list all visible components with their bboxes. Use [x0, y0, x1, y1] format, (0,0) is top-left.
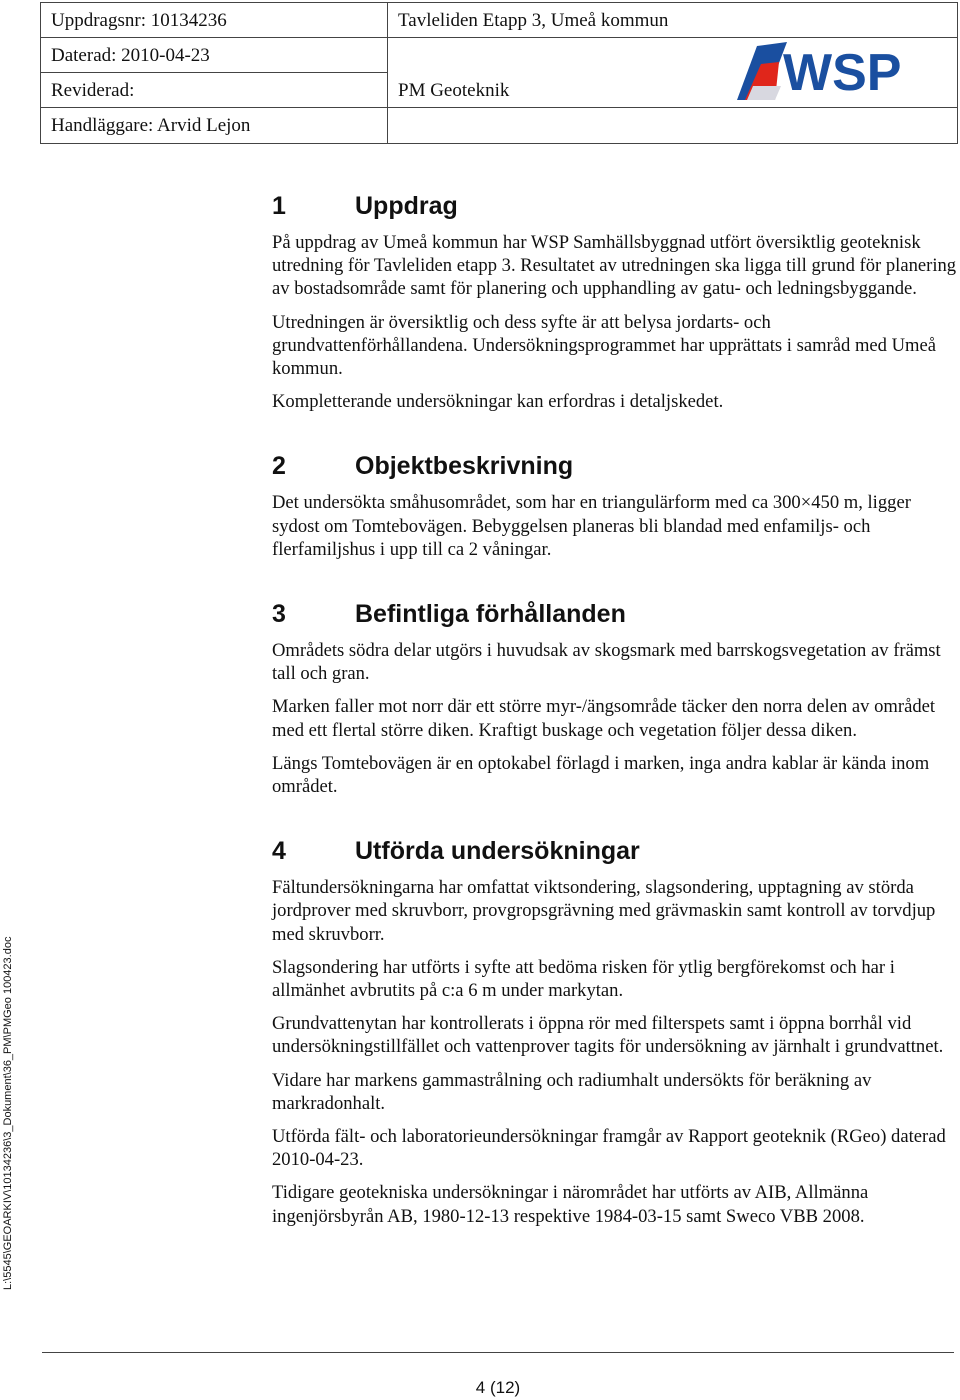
- document-body: [272, 186, 958, 1261]
- section-title: Uppdrag: [355, 192, 458, 220]
- section-number: 2: [272, 452, 286, 481]
- wsp-logo: [735, 38, 920, 104]
- logo-wordmark: WSP: [783, 44, 902, 102]
- section-heading: [272, 594, 958, 634]
- section-number: 1: [272, 192, 286, 220]
- paragraph: Fältundersökningarna har omfattat viktsondering, slagsondering, upptagning av störda jordprover med skruvborr, provgropsgrävning med grävmaskin samt kontroll av torvdjup med skruvborr.: [272, 877, 936, 945]
- paragraph: Tidigare geotekniska undersökningar i närområdet har utförts av AIB, Allmänna ingenjörsbyrån AB, 1980-12-13 respektive 1984-03-15 samt Sweco VBB 2008.: [272, 1182, 869, 1227]
- section-number: 3: [272, 600, 286, 629]
- paragraph: Kompletterande undersökningar kan erfordras i detaljskedet.: [272, 391, 724, 413]
- section-heading: [272, 446, 958, 486]
- paragraph: Längs Tomtebovägen är en optokabel förlagd i marken, inga andra kablar är kända inom området.: [272, 752, 930, 798]
- page-number: 4 (12): [475, 1378, 521, 1397]
- section-number: 4: [272, 837, 286, 866]
- section-title: Utförda undersökningar: [355, 837, 640, 866]
- paragraph: Grundvattenytan har kontrollerats i öppna rör med filterspets samt i öppna borrhål vid undersökningstillfället och vattenprover tagits för undersökning av järnhalt i grundvattnet.: [272, 1013, 944, 1058]
- section-heading: [272, 831, 958, 871]
- paragraph: Marken faller mot norr där ett större myr-/ängsområde täcker den norra delen av området med ett flertal större diken. Kraftigt buskage och vegetation följer dessa diken.: [272, 696, 936, 741]
- paragraph: Utredningen är översiktlig och dess syfte är att belysa jordarts- och grundvattenförhållandena. Undersökningsprogrammet har upprättats i samråd med Umeå kommun.: [272, 311, 937, 380]
- project-title: Tavleliden Etapp 3, Umeå kommun: [398, 10, 669, 31]
- date-field: Daterad: 2010-04-23: [51, 45, 210, 66]
- assignment-number: Uppdragsnr: 10134236: [51, 10, 227, 31]
- paragraph: Vidare har markens gammastrålning och radiumhalt undersökts för beräkning av markradonhalt.: [272, 1069, 872, 1114]
- paragraph: Slagsondering har utförts i syfte att bedöma risken för ytlig bergförekomst och har i allmänhet avbrutits på c:a 6 m under markytan.: [272, 956, 895, 1002]
- file-path-label: L:\5545\GEOARKIV\10134236\3_Dokument\36_PM\PMGeo 100423.doc: [2, 936, 14, 1290]
- handler-field: Handläggare: Arvid Lejon: [51, 115, 251, 136]
- section-befintliga-forhallanden: [272, 594, 958, 798]
- section-objektbeskrivning: [272, 446, 958, 561]
- document-type: PM Geoteknik: [398, 80, 510, 101]
- paragraph: Utförda fält- och laboratorieundersökningar framgår av Rapport geoteknik (RGeo) daterad 2010-04-23.: [272, 1126, 946, 1171]
- section-title: Befintliga förhållanden: [355, 600, 626, 629]
- section-heading: [272, 186, 958, 226]
- revised-field: Reviderad:: [51, 80, 135, 101]
- footer-rule: [42, 1352, 954, 1353]
- paragraph: Områdets södra delar utgörs i huvudsak av skogsmark med barrskogsvegetation av främst tall och gran.: [272, 640, 941, 685]
- section-utforda-undersokningar: [272, 831, 958, 1228]
- section-uppdrag: [272, 186, 958, 413]
- section-title: Objektbeskrivning: [355, 452, 574, 481]
- paragraph: Det undersökta småhusområdet, som har en triangulärform med ca 300×450 m, ligger sydost om Tomtebovägen. Bebyggelsen planeras bli blandad med enfamiljs- och flerfamiljshus i upp till ca 2 våningar.: [272, 492, 911, 560]
- paragraph: På uppdrag av Umeå kommun har WSP Samhällsbyggnad utfört översiktlig geoteknisk utredning för Tavleliden etapp 3. Resultatet av utredningen ska ligga till grund för planering av bostadsområde samt för planering och upphandling av gatu- och ledningsbyggande.: [272, 232, 957, 300]
